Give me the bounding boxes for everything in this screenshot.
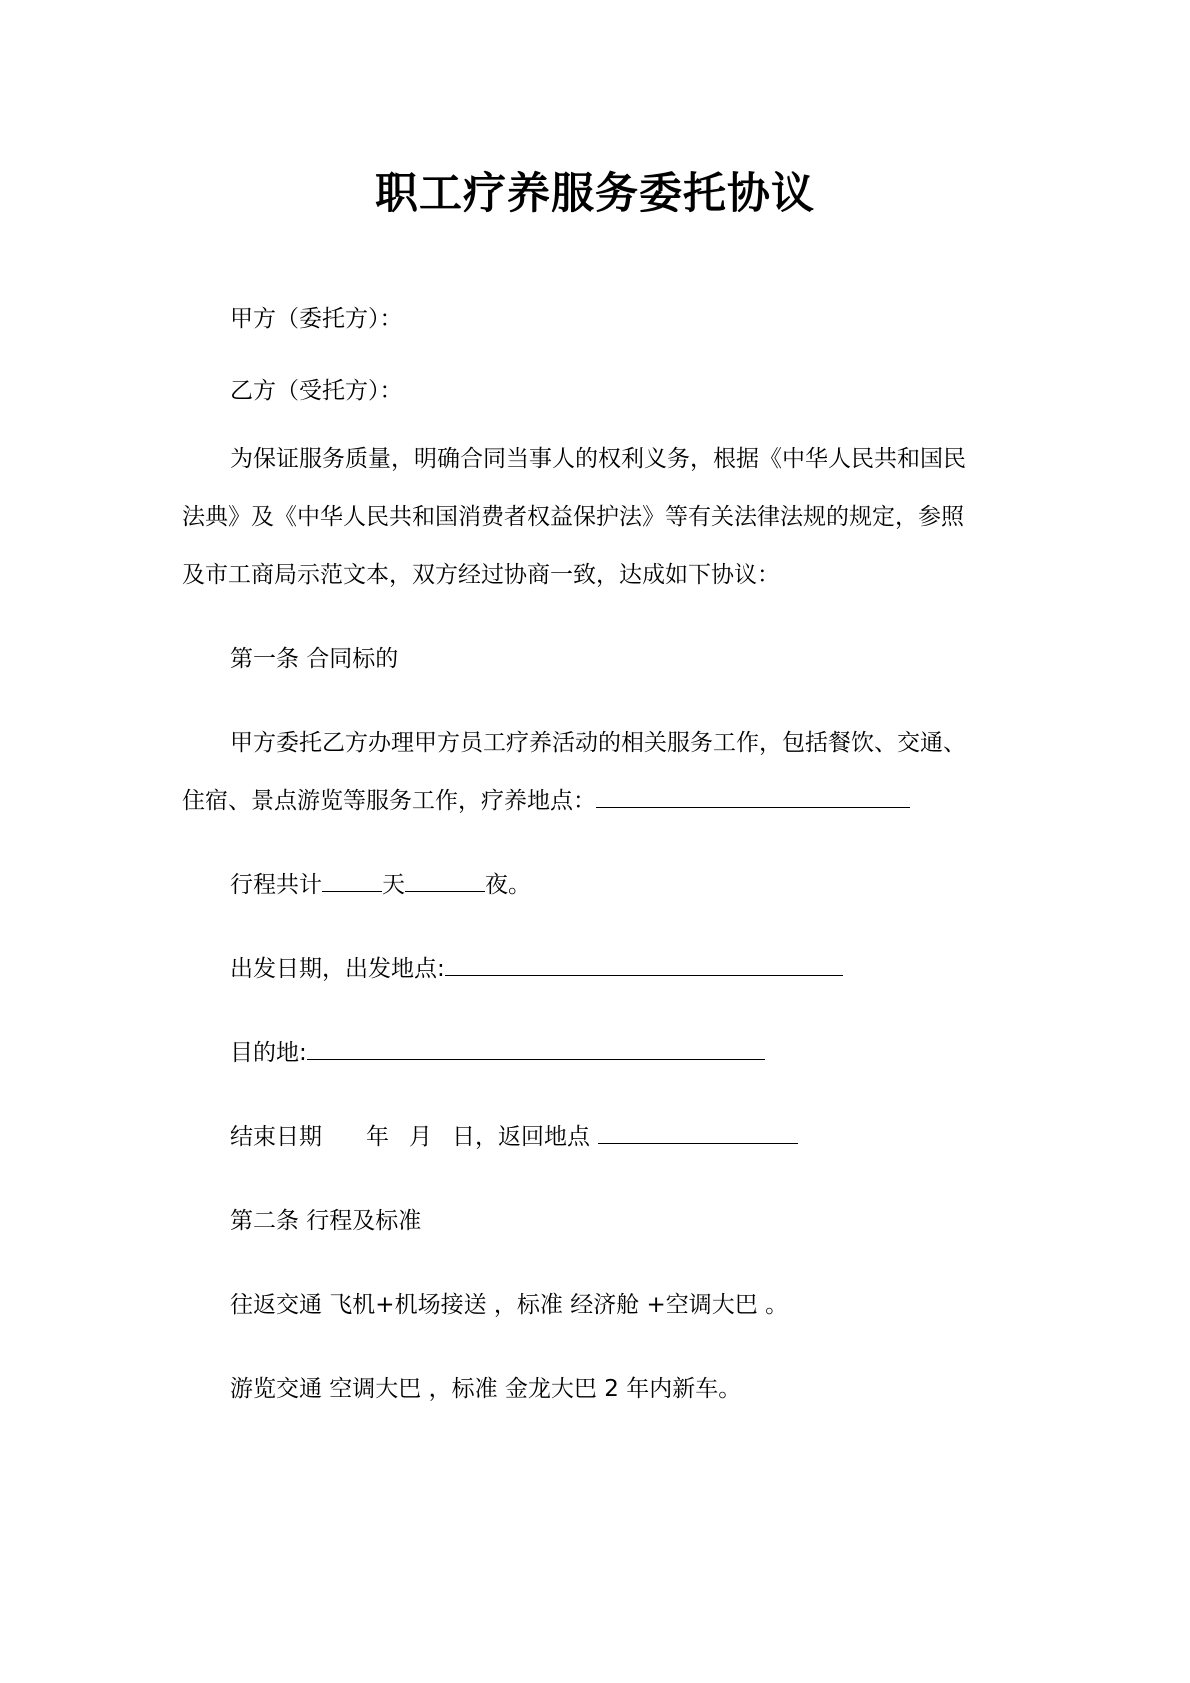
intro-paragraph-line-3: 及市工商局示范文本，双方经过协商一致，达成如下协议：	[182, 562, 780, 588]
end-date-label: 结束日期	[230, 1124, 322, 1150]
round-trip-transport-line: 往返交通 飞机+机场接送 ，标准 经济舱 +空调大巴 。	[230, 1292, 789, 1318]
article-1-line-2	[182, 782, 910, 815]
destination-blank	[307, 1035, 765, 1060]
return-location-label: 日，返回地点	[452, 1124, 590, 1150]
document-title: 职工疗养服务委托协议	[375, 169, 815, 219]
end-year-label: 年	[366, 1124, 389, 1150]
location-label: 住宿、景点游览等服务工作，疗养地点：	[182, 788, 596, 814]
trip-duration-line	[230, 866, 531, 899]
article-2-heading: 第二条 行程及标准	[230, 1208, 422, 1234]
departure-blank	[445, 951, 843, 976]
end-date-line	[230, 1118, 798, 1151]
departure-line	[230, 950, 843, 983]
intro-paragraph-line-2: 法典》及《中华人民共和国消费者权益保护法》等有关法律法规的规定，参照	[182, 504, 964, 530]
destination-label: 目的地:	[230, 1040, 307, 1066]
nights-blank	[405, 867, 485, 892]
days-blank	[322, 867, 382, 892]
trip-night-label: 夜。	[485, 872, 531, 898]
end-month-label: 月	[409, 1124, 432, 1150]
return-location-blank	[598, 1119, 798, 1144]
location-blank	[596, 783, 910, 808]
party-b-label: 乙方（受托方）：	[230, 378, 403, 404]
trip-day-label: 天	[382, 872, 405, 898]
party-a-label: 甲方（委托方）：	[230, 306, 403, 332]
departure-label: 出发日期，出发地点:	[230, 956, 445, 982]
intro-paragraph-line-1: 为保证服务质量，明确合同当事人的权利义务，根据《中华人民共和国民	[230, 446, 966, 472]
article-1-line-1: 甲方委托乙方办理甲方员工疗养活动的相关服务工作，包括餐饮、交通、	[230, 730, 966, 756]
trip-prefix: 行程共计	[230, 872, 322, 898]
sightseeing-transport-line: 游览交通 空调大巴 ，标准 金龙大巴 2 年内新车。	[230, 1376, 742, 1402]
destination-line	[230, 1034, 765, 1067]
article-1-heading: 第一条 合同标的	[230, 646, 399, 672]
